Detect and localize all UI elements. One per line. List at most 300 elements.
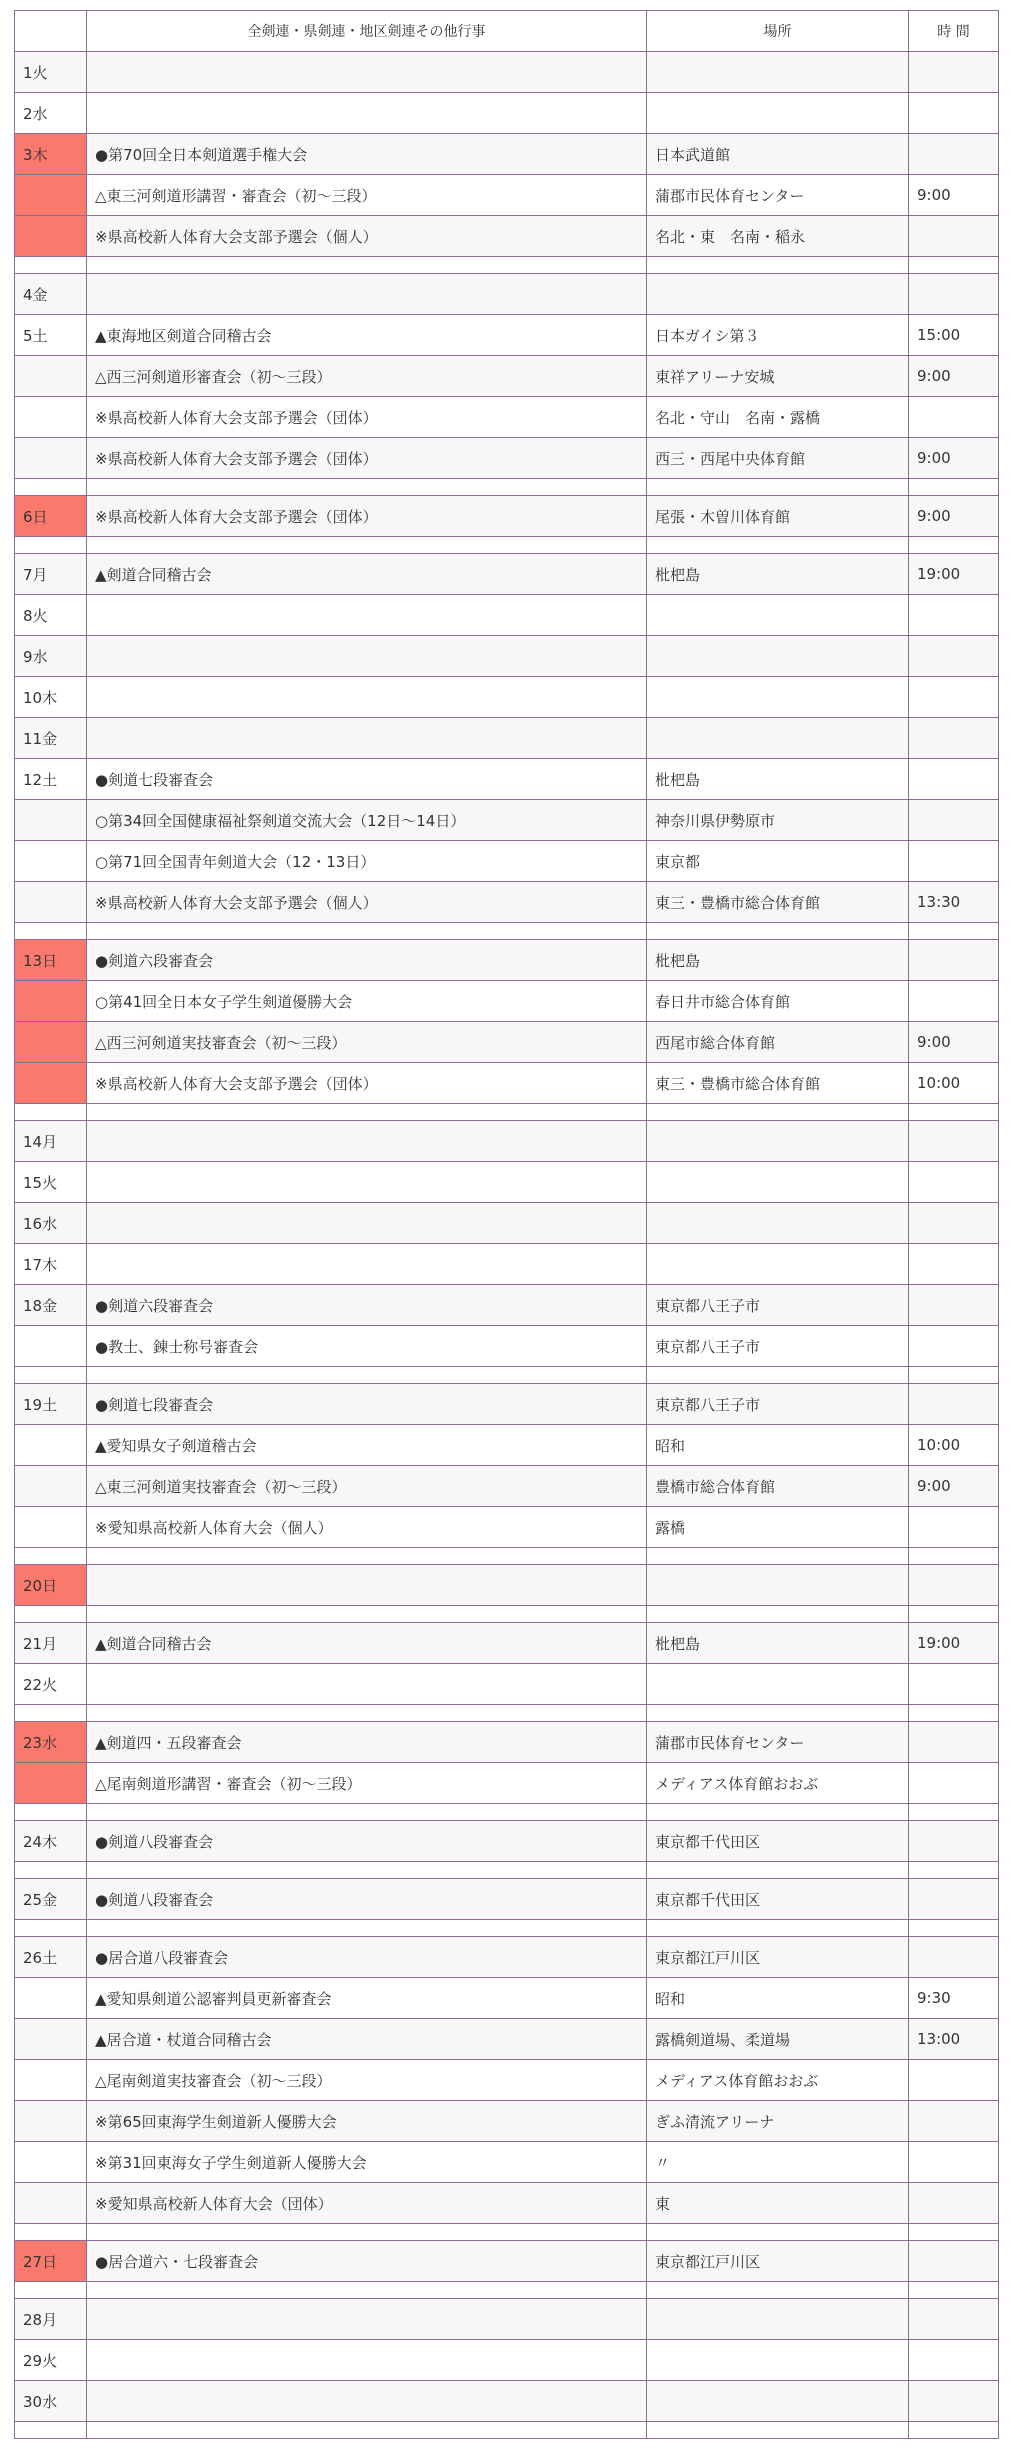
day-cell: 4金 (15, 274, 87, 315)
day-cell (15, 2101, 87, 2142)
event-cell: △東三河剣道形講習・審査会（初〜三段） (87, 175, 647, 216)
day-cell: 5土 (15, 315, 87, 356)
separator-cell (87, 1705, 647, 1722)
place-cell (647, 1121, 909, 1162)
day-cell (15, 356, 87, 397)
separator-cell (87, 923, 647, 940)
separator-cell (909, 1804, 999, 1821)
event-cell (87, 2299, 647, 2340)
place-cell: 豊橋市総合体育館 (647, 1466, 909, 1507)
day-cell: 2水 (15, 93, 87, 134)
day-cell (15, 2183, 87, 2224)
day-cell (15, 1425, 87, 1466)
place-cell: ぎふ清流アリーナ (647, 2101, 909, 2142)
separator-cell (15, 1705, 87, 1722)
table-row (15, 759, 999, 800)
day-cell (15, 800, 87, 841)
day-cell (15, 2142, 87, 2183)
place-cell (647, 636, 909, 677)
separator-cell (87, 537, 647, 554)
event-cell (87, 1664, 647, 1705)
event-cell: ※第31回東海女子学生剣道新人優勝大会 (87, 2142, 647, 2183)
time-cell (909, 759, 999, 800)
time-cell: 19:00 (909, 1623, 999, 1664)
place-cell (647, 2381, 909, 2422)
time-cell (909, 718, 999, 759)
separator-cell (87, 1920, 647, 1937)
time-cell (909, 1203, 999, 1244)
event-cell: ※愛知県高校新人体育大会（団体） (87, 2183, 647, 2224)
event-cell: ●居合道八段審査会 (87, 1937, 647, 1978)
day-cell: 1火 (15, 52, 87, 93)
time-cell (909, 1326, 999, 1367)
day-cell (15, 1763, 87, 1804)
place-cell (647, 718, 909, 759)
event-cell (87, 2381, 647, 2422)
table-row (15, 2101, 999, 2142)
place-cell: 東京都八王子市 (647, 1384, 909, 1425)
time-cell: 9:30 (909, 1978, 999, 2019)
separator-cell (87, 2224, 647, 2241)
place-cell: 枇杷島 (647, 554, 909, 595)
table-row (15, 2142, 999, 2183)
place-cell: 名北・守山 名南・露橋 (647, 397, 909, 438)
separator-row (15, 537, 999, 554)
event-cell: ●剣道六段審査会 (87, 1285, 647, 1326)
place-cell: 〃 (647, 2142, 909, 2183)
table-row (15, 1244, 999, 1285)
time-cell (909, 2142, 999, 2183)
place-cell: 露橋剣道場、柔道場 (647, 2019, 909, 2060)
day-cell (15, 438, 87, 479)
place-cell (647, 2340, 909, 2381)
place-cell: 東京都八王子市 (647, 1285, 909, 1326)
event-cell (87, 595, 647, 636)
event-cell: ○第34回全国健康福祉祭剣道交流大会（12日〜14日） (87, 800, 647, 841)
place-cell (647, 677, 909, 718)
table-row (15, 677, 999, 718)
event-cell (87, 1162, 647, 1203)
header-day (15, 11, 87, 52)
place-cell (647, 1565, 909, 1606)
time-cell (909, 1121, 999, 1162)
table-row (15, 1063, 999, 1104)
time-cell (909, 2241, 999, 2282)
place-cell: 東祥アリーナ安城 (647, 356, 909, 397)
place-cell: 蒲郡市民体育センター (647, 1722, 909, 1763)
place-cell: 名北・東 名南・稲永 (647, 216, 909, 257)
event-cell: ▲東海地区剣道合同稽古会 (87, 315, 647, 356)
separator-cell (909, 1367, 999, 1384)
separator-cell (647, 479, 909, 496)
event-cell: ●居合道六・七段審査会 (87, 2241, 647, 2282)
time-cell (909, 93, 999, 134)
day-cell: 24木 (15, 1821, 87, 1862)
time-cell: 13:00 (909, 2019, 999, 2060)
time-cell (909, 677, 999, 718)
place-cell: 昭和 (647, 1425, 909, 1466)
table-row (15, 52, 999, 93)
time-cell: 9:00 (909, 175, 999, 216)
time-cell (909, 1162, 999, 1203)
separator-row (15, 257, 999, 274)
day-cell: 18金 (15, 1285, 87, 1326)
event-cell: ●剣道六段審査会 (87, 940, 647, 981)
time-cell: 19:00 (909, 554, 999, 595)
place-cell: 日本武道館 (647, 134, 909, 175)
separator-cell (909, 1862, 999, 1879)
place-cell (647, 1203, 909, 1244)
day-cell (15, 1063, 87, 1104)
place-cell: 露橋 (647, 1507, 909, 1548)
table-row (15, 1623, 999, 1664)
place-cell: 春日井市総合体育館 (647, 981, 909, 1022)
table-row (15, 216, 999, 257)
separator-cell (909, 1606, 999, 1623)
separator-cell (647, 1606, 909, 1623)
place-cell: 東京都千代田区 (647, 1821, 909, 1862)
separator-cell (15, 1367, 87, 1384)
time-cell (909, 216, 999, 257)
time-cell (909, 134, 999, 175)
table-row (15, 1326, 999, 1367)
separator-row (15, 2282, 999, 2299)
table-row (15, 981, 999, 1022)
separator-row (15, 2224, 999, 2241)
table-row (15, 1722, 999, 1763)
separator-cell (87, 1548, 647, 1565)
table-row (15, 718, 999, 759)
time-cell (909, 1937, 999, 1978)
separator-cell (15, 1804, 87, 1821)
day-cell: 25金 (15, 1879, 87, 1920)
place-cell: 東三・豊橋市総合体育館 (647, 882, 909, 923)
separator-cell (87, 1862, 647, 1879)
time-cell: 9:00 (909, 438, 999, 479)
day-cell: 8火 (15, 595, 87, 636)
separator-cell (909, 1920, 999, 1937)
day-cell: 10木 (15, 677, 87, 718)
day-cell (15, 981, 87, 1022)
time-cell: 9:00 (909, 1022, 999, 1063)
place-cell: メディアス体育館おおぶ (647, 2060, 909, 2101)
separator-cell (15, 257, 87, 274)
table-row (15, 882, 999, 923)
event-cell: ※第65回東海学生剣道新人優勝大会 (87, 2101, 647, 2142)
separator-cell (87, 1104, 647, 1121)
event-cell: △西三河剣道実技審査会（初〜三段） (87, 1022, 647, 1063)
event-cell: △尾南剣道形講習・審査会（初〜三段） (87, 1763, 647, 1804)
table-row (15, 274, 999, 315)
table-row (15, 134, 999, 175)
schedule-table (14, 10, 999, 2439)
table-row (15, 1425, 999, 1466)
place-cell (647, 2299, 909, 2340)
event-cell: △尾南剣道実技審査会（初〜三段） (87, 2060, 647, 2101)
separator-row (15, 1862, 999, 1879)
separator-cell (15, 1920, 87, 1937)
table-row (15, 1285, 999, 1326)
day-cell (15, 882, 87, 923)
event-cell (87, 93, 647, 134)
separator-cell (647, 1104, 909, 1121)
time-cell (909, 800, 999, 841)
time-cell: 10:00 (909, 1425, 999, 1466)
event-cell: ※愛知県高校新人体育大会（個人） (87, 1507, 647, 1548)
separator-cell (647, 1920, 909, 1937)
table-row (15, 2299, 999, 2340)
separator-cell (15, 2422, 87, 2439)
separator-cell (647, 1862, 909, 1879)
table-row (15, 1466, 999, 1507)
day-cell: 12土 (15, 759, 87, 800)
day-cell: 28月 (15, 2299, 87, 2340)
event-cell (87, 636, 647, 677)
day-cell (15, 175, 87, 216)
table-row (15, 1937, 999, 1978)
separator-cell (87, 2282, 647, 2299)
day-cell: 3木 (15, 134, 87, 175)
time-cell (909, 636, 999, 677)
separator-cell (909, 257, 999, 274)
event-cell: ▲剣道合同稽古会 (87, 554, 647, 595)
separator-cell (647, 923, 909, 940)
event-cell: ●剣道七段審査会 (87, 1384, 647, 1425)
separator-row (15, 1104, 999, 1121)
header-time: 時 間 (909, 11, 999, 52)
time-cell (909, 2340, 999, 2381)
header-row (15, 11, 999, 52)
day-cell (15, 2060, 87, 2101)
table-row (15, 554, 999, 595)
event-cell: △西三河剣道形審査会（初〜三段） (87, 356, 647, 397)
time-cell (909, 1565, 999, 1606)
place-cell: 蒲郡市民体育センター (647, 175, 909, 216)
day-cell: 15火 (15, 1162, 87, 1203)
day-cell (15, 1466, 87, 1507)
separator-cell (15, 2224, 87, 2241)
table-row (15, 841, 999, 882)
separator-cell (909, 923, 999, 940)
separator-cell (87, 479, 647, 496)
event-cell: ▲愛知県剣道公認審判員更新審査会 (87, 1978, 647, 2019)
table-row (15, 636, 999, 677)
table-row (15, 1121, 999, 1162)
table-row (15, 438, 999, 479)
time-cell (909, 981, 999, 1022)
event-cell (87, 274, 647, 315)
event-cell: ※県高校新人体育大会支部予選会（団体） (87, 1063, 647, 1104)
place-cell: 東 (647, 2183, 909, 2224)
table-row (15, 2381, 999, 2422)
event-cell: ※県高校新人体育大会支部予選会（団体） (87, 397, 647, 438)
separator-cell (87, 257, 647, 274)
table-row (15, 1507, 999, 1548)
place-cell (647, 274, 909, 315)
event-cell: ▲居合道・杖道合同稽古会 (87, 2019, 647, 2060)
event-cell: ●剣道八段審査会 (87, 1879, 647, 1920)
place-cell: メディアス体育館おおぶ (647, 1763, 909, 1804)
place-cell: 東京都江戸川区 (647, 1937, 909, 1978)
separator-cell (647, 1548, 909, 1565)
table-row (15, 315, 999, 356)
day-cell: 17木 (15, 1244, 87, 1285)
time-cell: 10:00 (909, 1063, 999, 1104)
separator-cell (15, 2282, 87, 2299)
table-row (15, 1879, 999, 1920)
event-cell: ▲愛知県女子剣道稽古会 (87, 1425, 647, 1466)
event-cell: ※県高校新人体育大会支部予選会（団体） (87, 438, 647, 479)
event-cell (87, 718, 647, 759)
table-row (15, 1664, 999, 1705)
event-cell: ○第41回全日本女子学生剣道優勝大会 (87, 981, 647, 1022)
time-cell (909, 1763, 999, 1804)
place-cell: 枇杷島 (647, 1623, 909, 1664)
table-row (15, 1763, 999, 1804)
time-cell: 13:30 (909, 882, 999, 923)
place-cell: 東京都 (647, 841, 909, 882)
event-cell: ※県高校新人体育大会支部予選会（団体） (87, 496, 647, 537)
separator-cell (87, 1606, 647, 1623)
table-row (15, 800, 999, 841)
time-cell (909, 1821, 999, 1862)
day-cell: 27日 (15, 2241, 87, 2282)
day-cell: 9水 (15, 636, 87, 677)
day-cell: 30水 (15, 2381, 87, 2422)
header-place: 場所 (647, 11, 909, 52)
event-cell: ○第71回全国青年剣道大会（12・13日） (87, 841, 647, 882)
day-cell (15, 2019, 87, 2060)
table-row (15, 93, 999, 134)
event-cell: ●第70回全日本剣道選手権大会 (87, 134, 647, 175)
day-cell: 6日 (15, 496, 87, 537)
place-cell (647, 52, 909, 93)
place-cell: 西尾市総合体育館 (647, 1022, 909, 1063)
time-cell (909, 2299, 999, 2340)
event-cell (87, 2340, 647, 2381)
time-cell (909, 940, 999, 981)
day-cell: 14月 (15, 1121, 87, 1162)
event-cell: ●剣道八段審査会 (87, 1821, 647, 1862)
day-cell (15, 1022, 87, 1063)
day-cell: 29火 (15, 2340, 87, 2381)
event-cell (87, 1121, 647, 1162)
table-row (15, 356, 999, 397)
table-row (15, 2019, 999, 2060)
table-row (15, 1162, 999, 1203)
time-cell (909, 595, 999, 636)
table-row (15, 1022, 999, 1063)
time-cell (909, 1244, 999, 1285)
separator-cell (15, 1548, 87, 1565)
separator-cell (909, 1548, 999, 1565)
time-cell (909, 1507, 999, 1548)
place-cell: 神奈川県伊勢原市 (647, 800, 909, 841)
separator-cell (87, 1804, 647, 1821)
separator-cell (909, 2422, 999, 2439)
place-cell: 東三・豊橋市総合体育館 (647, 1063, 909, 1104)
separator-cell (909, 537, 999, 554)
time-cell (909, 841, 999, 882)
day-cell (15, 397, 87, 438)
time-cell: 9:00 (909, 356, 999, 397)
time-cell (909, 2060, 999, 2101)
place-cell: 西三・西尾中央体育館 (647, 438, 909, 479)
table-row (15, 2241, 999, 2282)
event-cell (87, 1203, 647, 1244)
table-row (15, 175, 999, 216)
event-cell (87, 1244, 647, 1285)
separator-cell (647, 537, 909, 554)
separator-cell (87, 1367, 647, 1384)
event-cell: ▲剣道合同稽古会 (87, 1623, 647, 1664)
time-cell (909, 2101, 999, 2142)
table-row (15, 397, 999, 438)
table-row (15, 2183, 999, 2224)
time-cell: 9:00 (909, 1466, 999, 1507)
place-cell (647, 595, 909, 636)
day-cell (15, 1507, 87, 1548)
day-cell: 21月 (15, 1623, 87, 1664)
separator-cell (15, 1606, 87, 1623)
separator-cell (647, 2224, 909, 2241)
separator-cell (87, 2422, 647, 2439)
separator-cell (647, 2282, 909, 2299)
event-cell: ※県高校新人体育大会支部予選会（個人） (87, 216, 647, 257)
time-cell (909, 52, 999, 93)
day-cell (15, 1978, 87, 2019)
separator-cell (15, 923, 87, 940)
separator-row (15, 1920, 999, 1937)
table-row (15, 1565, 999, 1606)
separator-cell (15, 1862, 87, 1879)
event-cell: ●教士、錬士称号審査会 (87, 1326, 647, 1367)
separator-row (15, 923, 999, 940)
separator-cell (909, 1104, 999, 1121)
time-cell: 15:00 (909, 315, 999, 356)
separator-cell (647, 1367, 909, 1384)
time-cell (909, 2381, 999, 2422)
time-cell: 9:00 (909, 496, 999, 537)
day-cell (15, 1326, 87, 1367)
event-cell: ※県高校新人体育大会支部予選会（個人） (87, 882, 647, 923)
separator-cell (15, 537, 87, 554)
place-cell: 日本ガイシ第３ (647, 315, 909, 356)
time-cell (909, 1664, 999, 1705)
day-cell: 20日 (15, 1565, 87, 1606)
time-cell (909, 1722, 999, 1763)
place-cell: 昭和 (647, 1978, 909, 2019)
table-row (15, 1821, 999, 1862)
day-cell: 11金 (15, 718, 87, 759)
separator-row (15, 1705, 999, 1722)
place-cell: 東京都千代田区 (647, 1879, 909, 1920)
separator-cell (909, 2224, 999, 2241)
time-cell (909, 397, 999, 438)
separator-row (15, 1606, 999, 1623)
day-cell: 22火 (15, 1664, 87, 1705)
separator-row (15, 1804, 999, 1821)
schedule-body (15, 52, 999, 2439)
separator-row (15, 2422, 999, 2439)
day-cell: 13日 (15, 940, 87, 981)
time-cell (909, 1384, 999, 1425)
table-row (15, 595, 999, 636)
place-cell (647, 93, 909, 134)
event-cell: ▲剣道四・五段審査会 (87, 1722, 647, 1763)
place-cell (647, 1162, 909, 1203)
separator-cell (909, 2282, 999, 2299)
